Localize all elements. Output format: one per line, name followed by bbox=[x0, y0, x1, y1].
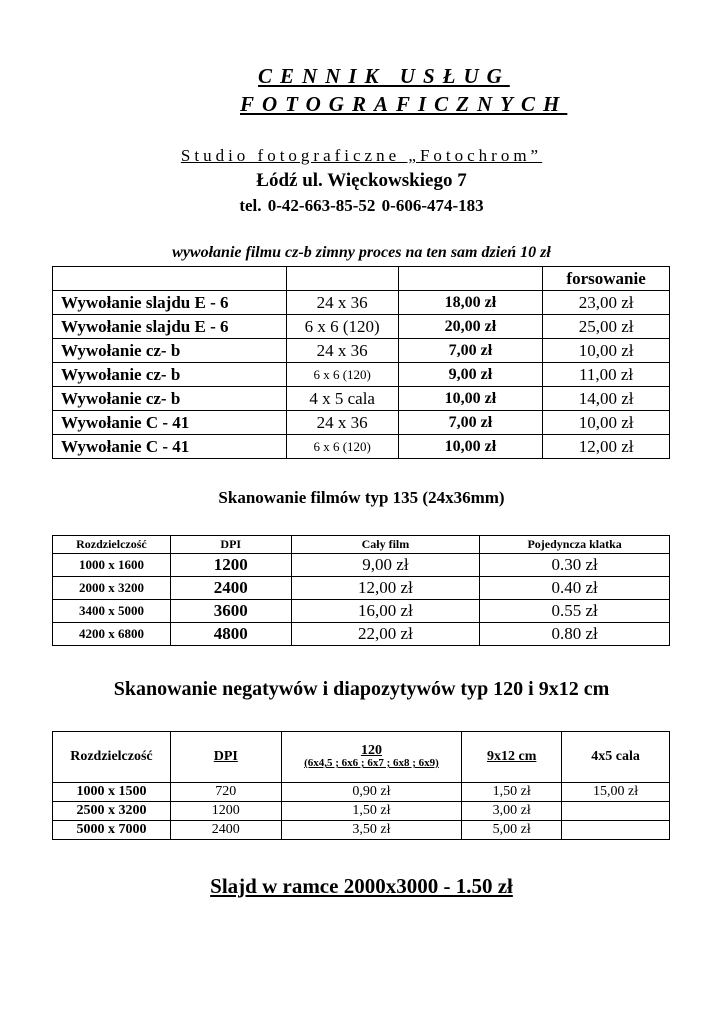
single-frame-price: 0.55 zł bbox=[480, 600, 670, 623]
table-row bbox=[53, 363, 670, 387]
header-dpi: DPI bbox=[170, 536, 291, 554]
whole-film-price: 22,00 zł bbox=[291, 623, 480, 646]
price-120: 0,90 zł bbox=[281, 783, 462, 802]
single-frame-price: 0.40 zł bbox=[480, 577, 670, 600]
table-row bbox=[53, 554, 670, 577]
price-120: 3,50 zł bbox=[281, 821, 462, 840]
development-note: wywołanie filmu cz-b zimny proces na ten sam dzień 10 zł bbox=[172, 244, 551, 261]
service-name: Wywołanie cz- b bbox=[53, 363, 287, 387]
service-name: Wywołanie C - 41 bbox=[53, 435, 287, 459]
film-format: 6 x 6 (120) bbox=[286, 315, 398, 339]
whole-film-price: 12,00 zł bbox=[291, 577, 480, 600]
forcing-price: 11,00 zł bbox=[543, 363, 670, 387]
price: 10,00 zł bbox=[398, 435, 543, 459]
header-120-formats: (6x4,5 ; 6x6 ; 6x7 ; 6x8 ; 6x9) bbox=[304, 757, 439, 769]
service-name: Wywołanie cz- b bbox=[53, 387, 287, 411]
single-frame-price: 0.80 zł bbox=[480, 623, 670, 646]
forcing-price: 25,00 zł bbox=[543, 315, 670, 339]
dpi: 1200 bbox=[170, 802, 281, 821]
resolution: 1000 x 1600 bbox=[53, 554, 171, 577]
table-row bbox=[53, 600, 670, 623]
forcing-price: 10,00 zł bbox=[543, 411, 670, 435]
table-header-row bbox=[53, 536, 670, 554]
price: 18,00 zł bbox=[398, 291, 543, 315]
resolution: 4200 x 6800 bbox=[53, 623, 171, 646]
table-row bbox=[53, 339, 670, 363]
studio-address: Łódź ul. Więckowskiego 7 bbox=[256, 170, 467, 191]
service-name: Wywołanie slajdu E - 6 bbox=[53, 291, 287, 315]
header-resolution: Rozdzielczość bbox=[53, 732, 171, 783]
header-whole-film: Cały film bbox=[291, 536, 480, 554]
dpi: 720 bbox=[170, 783, 281, 802]
film-format: 6 x 6 (120) bbox=[286, 435, 398, 459]
price-4x5 bbox=[562, 821, 670, 840]
scan-120-heading: Skanowanie negatywów i diapozytywów typ 120 i 9x12 cm bbox=[113, 678, 610, 700]
table-row bbox=[53, 411, 670, 435]
dpi: 2400 bbox=[170, 577, 291, 600]
film-format: 4 x 5 cala bbox=[286, 387, 398, 411]
film-format: 24 x 36 bbox=[286, 411, 398, 435]
price-120: 1,50 zł bbox=[281, 802, 462, 821]
table-row bbox=[53, 387, 670, 411]
service-name: Wywołanie cz- b bbox=[53, 339, 287, 363]
price: 7,00 zł bbox=[398, 411, 543, 435]
scan-135-table bbox=[52, 535, 670, 646]
forcing-price: 23,00 zł bbox=[543, 291, 670, 315]
price-4x5: 15,00 zł bbox=[562, 783, 670, 802]
price-9x12: 3,00 zł bbox=[462, 802, 562, 821]
header-120 bbox=[281, 732, 462, 783]
resolution: 5000 x 7000 bbox=[53, 821, 171, 840]
studio-name: Studio fotograficzne „Fotochrom” bbox=[180, 146, 543, 165]
price: 7,00 zł bbox=[398, 339, 543, 363]
resolution: 1000 x 1500 bbox=[53, 783, 171, 802]
table-row bbox=[53, 435, 670, 459]
dpi: 4800 bbox=[170, 623, 291, 646]
title-line-2: FOTOGRAFICZNYCH bbox=[240, 92, 568, 116]
header-resolution: Rozdzielczość bbox=[53, 536, 171, 554]
table-header-row bbox=[53, 732, 670, 783]
dpi: 1200 bbox=[170, 554, 291, 577]
resolution: 2500 x 3200 bbox=[53, 802, 171, 821]
film-format: 6 x 6 (120) bbox=[286, 363, 398, 387]
scan-135-heading: Skanowanie filmów typ 135 (24x36mm) bbox=[218, 488, 505, 507]
dpi: 3600 bbox=[170, 600, 291, 623]
price: 20,00 zł bbox=[398, 315, 543, 339]
forcing-price: 12,00 zł bbox=[543, 435, 670, 459]
table-row bbox=[53, 291, 670, 315]
header-9x12: 9x12 cm bbox=[462, 732, 562, 783]
film-format: 24 x 36 bbox=[286, 339, 398, 363]
price-9x12: 5,00 zł bbox=[462, 821, 562, 840]
service-name: Wywołanie C - 41 bbox=[53, 411, 287, 435]
table-row bbox=[53, 315, 670, 339]
table-header-row bbox=[53, 267, 670, 291]
table-row bbox=[53, 802, 670, 821]
film-format: 24 x 36 bbox=[286, 291, 398, 315]
price-9x12: 1,50 zł bbox=[462, 783, 562, 802]
header-dpi: DPI bbox=[170, 732, 281, 783]
forcing-header: forsowanie bbox=[543, 267, 670, 291]
table-row bbox=[53, 821, 670, 840]
forcing-price: 14,00 zł bbox=[543, 387, 670, 411]
table-row bbox=[53, 783, 670, 802]
slide-price: Slajd w ramce 2000x3000 - 1.50 zł bbox=[210, 874, 513, 898]
table-row bbox=[53, 577, 670, 600]
scan-120-table bbox=[52, 731, 670, 840]
price: 9,00 zł bbox=[398, 363, 543, 387]
whole-film-price: 9,00 zł bbox=[291, 554, 480, 577]
studio-phones: tel. 0-42-663-85-52 0-606-474-183 bbox=[239, 196, 484, 215]
header-single-frame: Pojedyncza klatka bbox=[480, 536, 670, 554]
service-name: Wywołanie slajdu E - 6 bbox=[53, 315, 287, 339]
whole-film-price: 16,00 zł bbox=[291, 600, 480, 623]
forcing-price: 10,00 zł bbox=[543, 339, 670, 363]
header-4x5: 4x5 cala bbox=[562, 732, 670, 783]
resolution: 3400 x 5000 bbox=[53, 600, 171, 623]
price-4x5 bbox=[562, 802, 670, 821]
header-120-label: 120 bbox=[360, 743, 382, 758]
dpi: 2400 bbox=[170, 821, 281, 840]
development-price-table bbox=[52, 266, 670, 459]
title-line-1: CENNIK USŁUG bbox=[258, 64, 510, 88]
single-frame-price: 0.30 zł bbox=[480, 554, 670, 577]
price: 10,00 zł bbox=[398, 387, 543, 411]
resolution: 2000 x 3200 bbox=[53, 577, 171, 600]
table-row bbox=[53, 623, 670, 646]
